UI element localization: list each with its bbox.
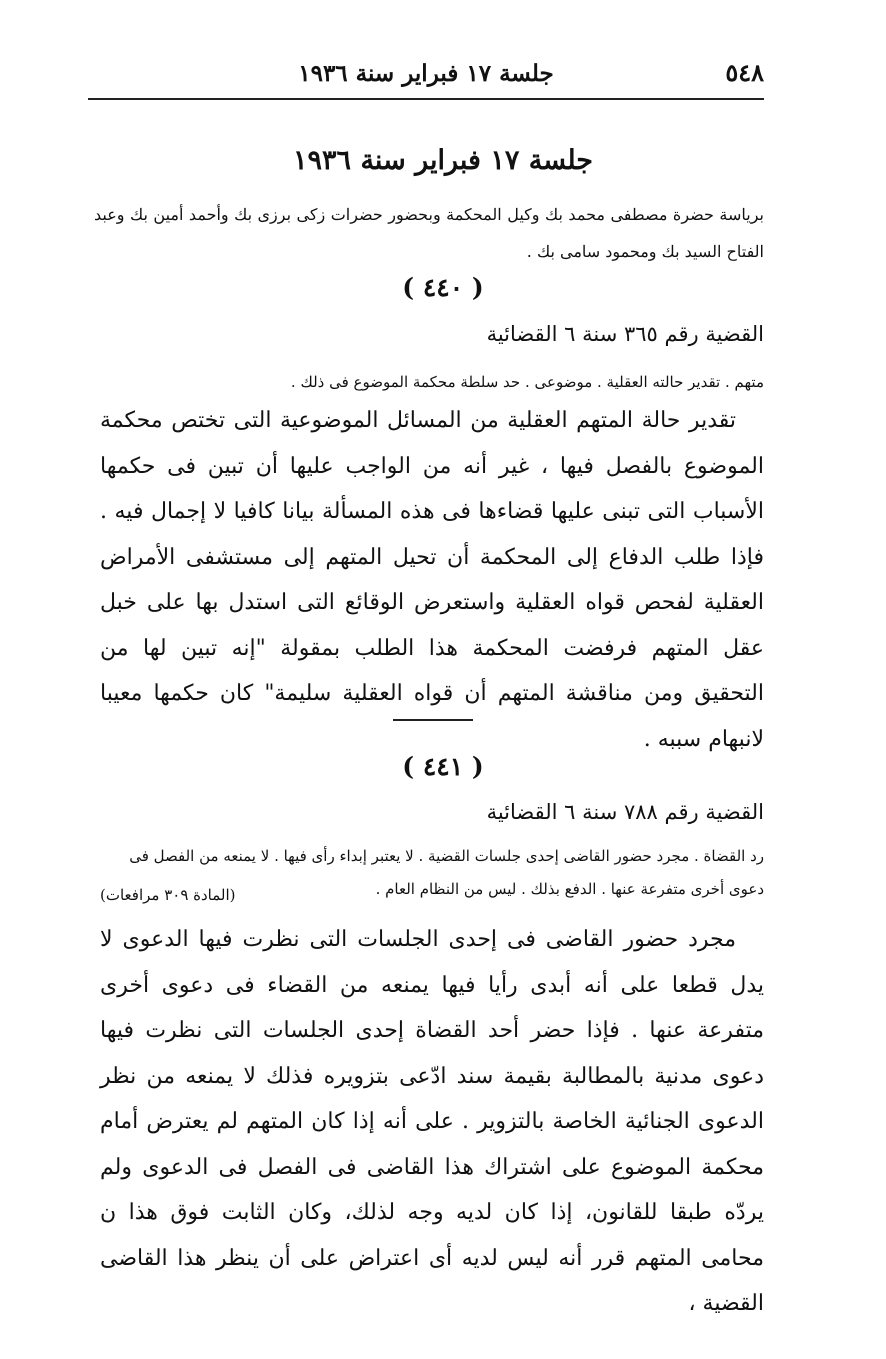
page-header	[88, 58, 764, 100]
case-keywords: متهم . تقدير حالته العقلية . موضوعى . حد سلطة محكمة الموضوع فى ذلك .	[290, 373, 764, 391]
case-reference: القضية رقم ٧٨٨ سنة ٦ القضائية	[486, 800, 764, 824]
page-number: ٥٤٨	[725, 58, 764, 87]
presidency-statement: برياسة حضرة مصطفى محمد بك وكيل المحكمة وبحضور حضرات زكى برزى بك وأحمد أمين بك وعبد الفتاح السيد بك ومحمود سامى بك .	[94, 205, 764, 261]
session-title: جلسة ١٧ فبراير سنة ١٩٣٦	[293, 145, 593, 176]
section-divider	[393, 719, 473, 721]
case-reference: القضية رقم ٣٦٥ سنة ٦ القضائية	[486, 322, 764, 346]
legal-reference-note: (المادة ٣٠٩ مرافعات)	[100, 886, 236, 904]
case-number: ( ٤٤١ )	[402, 752, 484, 781]
case-keywords: رد القضاة . مجرد حضور القاضى إحدى جلسات القضية . لا يعتبر إبداء رأى فيها . لا يمنعه من الفصل فى دعوى أخرى متفرعة عنها . الدفع بذلك . ليس من النظام العام .	[129, 847, 764, 898]
case-number: ( ٤٤٠ )	[402, 273, 484, 302]
running-head: جلسة ١٧ فبراير سنة ١٩٣٦	[298, 60, 554, 87]
case-body	[100, 917, 764, 1327]
case-body	[100, 398, 764, 762]
case-body-text: مجرد حضور القاضى فى إحدى الجلسات التى نظرت فيها الدعوى لا يدل قطعا على أنه أبدى رأيا فيها يمنعه من القضاء فى دعوى أخرى متفرعة عنها . فإذا حضر أحد القضاة إحدى الجلسات التى نظرت فيها دعوى مدنية بالمطالبة بقيمة سند ادّعى بتزويره فذلك لا يمنعه من نظر الدعوى الجنائية الخاصة بالتزوير . على أنه إذا كان المتهم لم يعترض أمام محكمة الموضوع على اشتراك هذا القاضى فى الفصل فى الدعوى ولم يردّه طبقا للقانون، إذا كان لديه وجه لذلك، وكان الثابت فوق هذا ن محامى المتهم قرر أنه ليس لديه أى اعتراض على أن ينظر هذا القاضى القضية ،	[100, 927, 764, 1316]
case-body-text: تقدير حالة المتهم العقلية من المسائل الموضوعية التى تختص محكمة الموضوع بالفصل فيها ، غير أنه من الواجب عليها أن تبين فى حكمها الأسباب التى تبنى عليها قضاءها فى هذه المسألة بيانا كافيا لا إجمال فيه . فإذا طلب الدفاع إلى المحكمة أن تحيل المتهم إلى مستشفى الأمراض العقلية لفحص قواه العقلية واستعرض الوقائع التى استدل بها على خبل عقل المتهم فرفضت المحكمة هذا الطلب بمقولة "إنه تبين لها من التحقيق ومن مناقشة المتهم أن قواه العقلية سليمة" كان حكمها معيبا لانبهام سببه .	[100, 408, 764, 752]
